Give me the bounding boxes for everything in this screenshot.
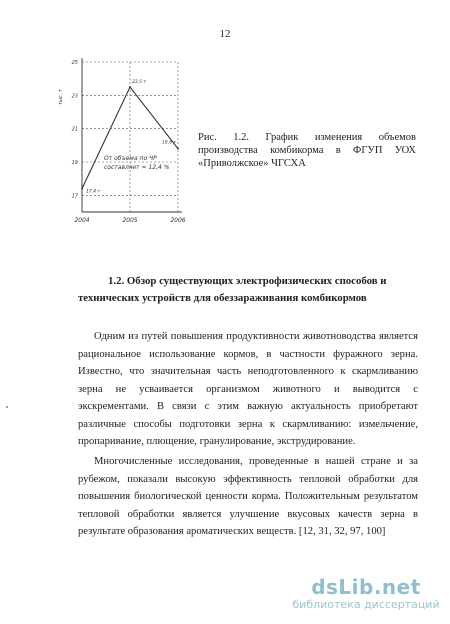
data-label: 17,4 т — [86, 189, 101, 195]
chart-svg — [50, 52, 200, 237]
data-point — [177, 148, 179, 150]
section-heading — [78, 273, 418, 307]
y-tick-label: 17 — [71, 193, 78, 200]
chart-annotation: От объема по ЧР — [104, 155, 157, 162]
chart-annotation: составляет ≈ 12,4 % — [104, 164, 170, 171]
page-number: 12 — [219, 28, 231, 40]
y-tick-label: 23 — [71, 93, 78, 100]
y-tick-label: 21 — [71, 126, 78, 133]
production-chart — [50, 52, 200, 237]
x-tick-label: 2006 — [170, 217, 186, 224]
body-paragraph-1: Одним из путей повышения продуктивности животноводства является рациональное использование кормов, в частности фуражного зерна. Известно, что значительная часть неподготовленного к скармливанию зерна не усваивается организмом животного и выводится с экскрементами. В связи с этим важную актуальность приобретают различные способы подготовки зерна к скармливанию: измельчение, пропаривание, плющение, гранулирование, экструдирование. — [78, 331, 418, 447]
x-tick-label: 2005 — [122, 217, 138, 224]
section-heading-line-1: 1.2. Обзор существующих электрофизических способов и — [108, 275, 387, 287]
margin-mark — [6, 406, 8, 408]
data-label: 23,5 т — [132, 80, 147, 85]
watermark-subtitle: библиотека диссертаций — [292, 598, 440, 611]
watermark-logo: dsLib.net — [311, 575, 421, 599]
x-tick-label: 2004 — [74, 217, 90, 224]
data-point — [81, 188, 83, 190]
y-tick-label: 19 — [71, 160, 78, 166]
data-point — [129, 86, 131, 88]
data-label: 19,8 т — [161, 140, 176, 146]
figure-caption: Рис. 1.2. График изменения объемов производства комбикорма в ФГУП УОХ «Приволжское» ЧГСХА — [198, 132, 416, 170]
section-heading-line-2: технических устройств для обеззараживания комбикормов — [78, 292, 367, 304]
y-tick-label: 25 — [71, 60, 78, 66]
y-axis-label: тыс. т — [58, 89, 64, 105]
watermark — [286, 576, 446, 612]
body-paragraph-2: Многочисленные исследования, проведенные в нашей стране и за рубежом, показали высокую эффективность тепловой обработки для повышения биологической ценности корма. Положительным результатом тепловой обработки является улучшение вкусовых качеств зерна в результате образования ароматических веществ. [12, 31, 32, 97, 100] — [78, 456, 418, 537]
